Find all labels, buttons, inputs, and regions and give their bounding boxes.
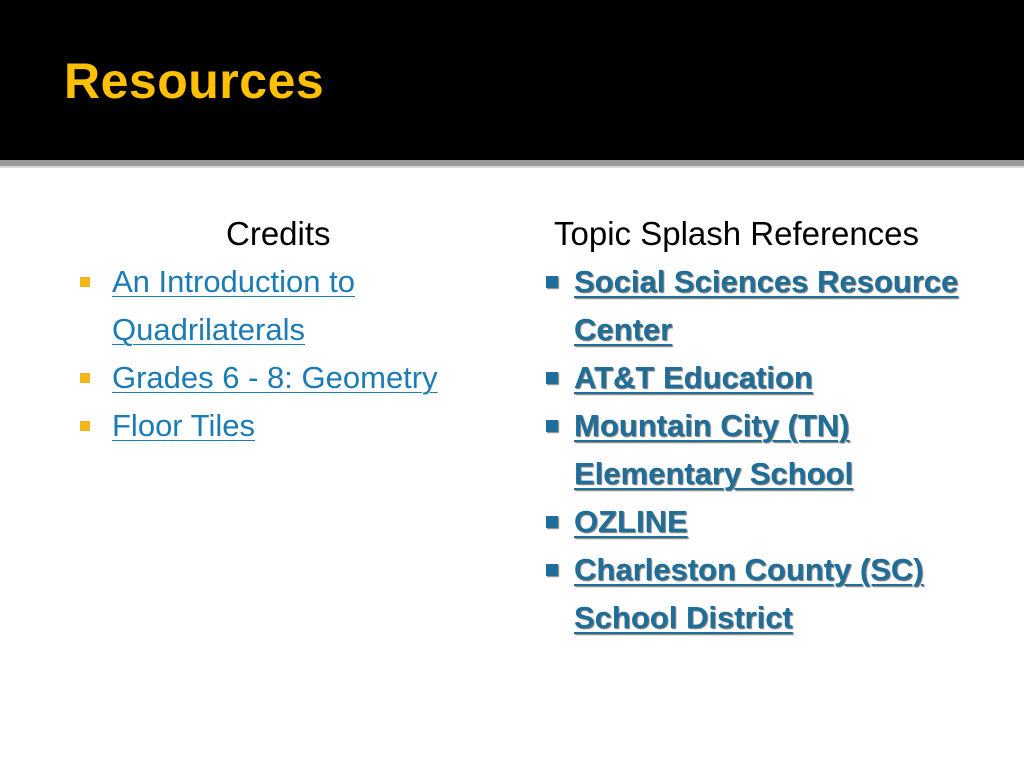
square-bullet-icon [546,276,558,288]
reference-link[interactable]: OZLINE [574,504,688,539]
references-list-item [538,354,998,402]
credits-link[interactable]: Grades 6 - 8: Geometry [112,360,438,395]
references-heading: Topic Splash References [554,215,920,252]
credits-link[interactable]: Floor Tiles [112,408,255,443]
title-bar [0,0,1024,160]
square-bullet-icon [80,421,90,431]
square-bullet-icon [546,516,558,528]
references-list [538,258,998,642]
title-divider-highlight [0,166,1024,168]
reference-link[interactable]: AT&T Education [574,360,813,395]
square-bullet-icon [80,373,90,383]
reference-link[interactable]: Charleston County (SC) School District [574,552,924,635]
square-bullet-icon [546,564,558,576]
square-bullet-icon [80,277,90,287]
references-list-item [538,258,998,354]
references-list-item [538,546,998,642]
credits-list-item [76,354,506,402]
references-list-item [538,498,998,546]
references-list-item [538,402,998,498]
credits-list [76,258,506,450]
credits-heading: Credits [226,215,331,252]
reference-link[interactable]: Social Sciences Resource Center [574,264,959,347]
credits-list-item [76,258,506,354]
credits-link[interactable]: An Introduction to Quadrilaterals [112,264,355,347]
reference-link[interactable]: Mountain City (TN) Elementary School [574,408,854,491]
slide-title: Resources [64,53,325,109]
square-bullet-icon [546,420,558,432]
square-bullet-icon [546,372,558,384]
credits-list-item [76,402,506,450]
